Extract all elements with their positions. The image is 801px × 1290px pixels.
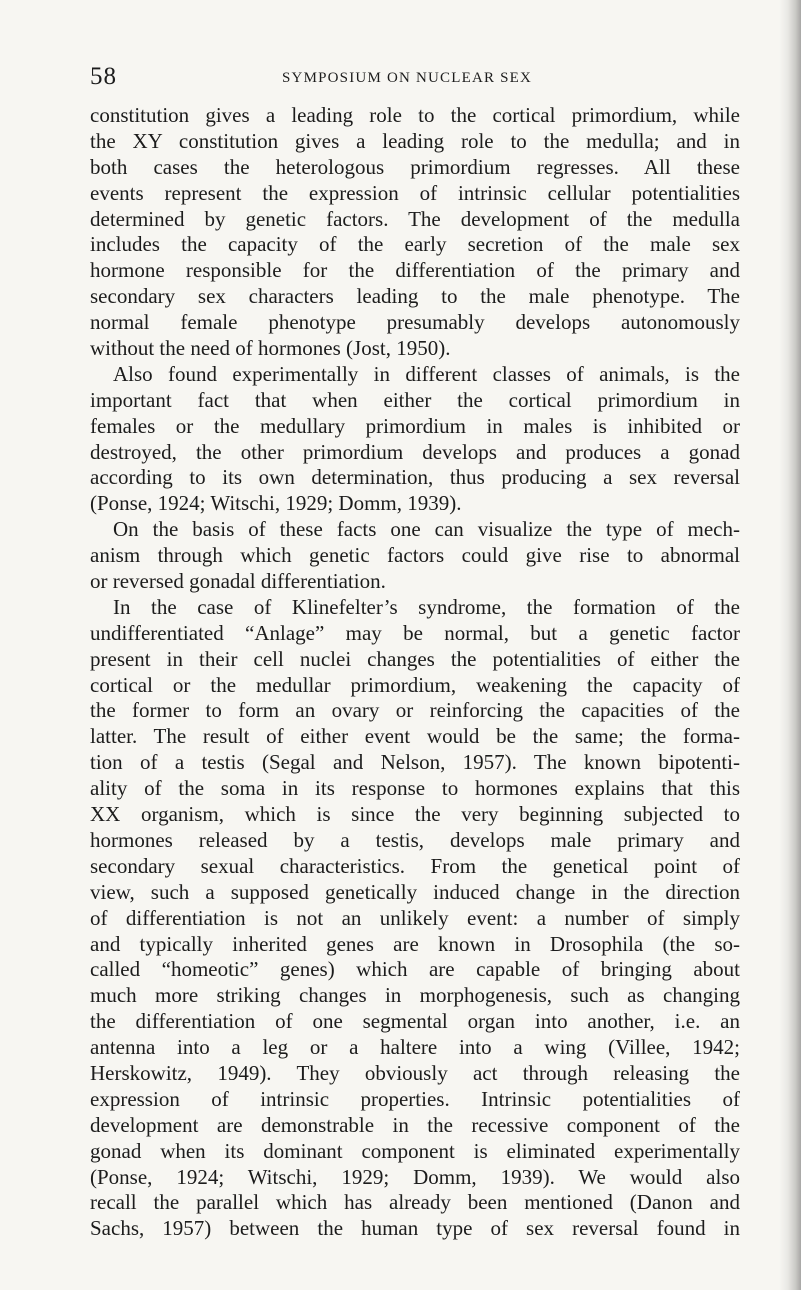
text-line: or reversed gonadal differentiation. [90, 569, 386, 594]
text-line: the former to form an ovary or reinforcing the capacities of the [90, 698, 740, 723]
text-line: (Ponse, 1924; Witschi, 1929; Domm, 1939). We would also [90, 1164, 740, 1189]
text-line: called “homeotic” genes) which are capable of bringing about [90, 957, 740, 982]
text-line: undifferentiated “Anlage” may be normal, but a genetic factor [90, 620, 740, 645]
text-line: antenna into a leg or a haltere into a wing (Villee, 1942; [90, 1035, 740, 1060]
text-line: according to its own determination, thus producing a sex reversal [90, 465, 740, 490]
text-line: development are demonstrable in the recessive component of the [90, 1112, 740, 1137]
text-line: Herskowitz, 1949). They obviously act through releasing the [90, 1060, 740, 1085]
paragraph [90, 517, 740, 595]
text-line: secondary sexual characteristics. From the genetical point of [90, 853, 740, 878]
text-line: females or the medullary primordium in males is inhibited or [90, 413, 740, 438]
page-number: 58 [90, 63, 117, 90]
text-line: Sachs, 1957) between the human type of sex reversal found in [90, 1216, 740, 1241]
text-line: ality of the soma in its response to hormones explains that this [90, 776, 740, 801]
text-line: destroyed, the other primordium develops and produces a gonad [90, 439, 740, 464]
text-line: On the basis of these facts one can visualize the type of mech- [113, 517, 740, 542]
page-header [90, 62, 740, 92]
paragraph [90, 103, 740, 362]
text-line: gonad when its dominant component is eliminated experimentally [90, 1138, 740, 1163]
text-line: secondary sex characters leading to the male phenotype. The [90, 284, 740, 309]
text-line: recall the parallel which has already been mentioned (Danon and [90, 1190, 740, 1215]
text-line: the differentiation of one segmental organ into another, i.e. an [90, 1009, 740, 1034]
text-line: determined by genetic factors. The development of the medulla [90, 206, 740, 231]
text-line: In the case of Klinefelter’s syndrome, the formation of the [113, 594, 740, 619]
text-line: both cases the heterologous primordium regresses. All these [90, 154, 740, 179]
text-line: and typically inherited genes are known in Drosophila (the so- [90, 931, 740, 956]
text-line: events represent the expression of intrinsic cellular potentialities [90, 180, 740, 205]
text-line: expression of intrinsic properties. Intrinsic potentialities of [90, 1086, 740, 1111]
text-line: cortical or the medullar primordium, weakening the capacity of [90, 672, 740, 697]
text-line: important fact that when either the cortical primordium in [90, 387, 740, 412]
text-line: hormones released by a testis, develops male primary and [90, 827, 740, 852]
text-line: without the need of hormones (Jost, 1950). [90, 336, 451, 361]
paragraph [90, 595, 740, 1242]
text-line: hormone responsible for the differentiation of the primary and [90, 258, 740, 283]
text-line: constitution gives a leading role to the cortical primordium, while [90, 103, 740, 127]
text-line: present in their cell nuclei changes the potentialities of either the [90, 646, 740, 671]
text-line: anism through which genetic factors could give rise to abnormal [90, 543, 740, 568]
text-line: includes the capacity of the early secretion of the male sex [90, 232, 740, 257]
text-line: Also found experimentally in different classes of animals, is the [113, 361, 740, 386]
page-edge-shadow [779, 0, 801, 1290]
text-line: of differentiation is not an unlikely event: a number of simply [90, 905, 740, 930]
text-line: normal female phenotype presumably develops autonomously [90, 310, 740, 335]
body-text [90, 103, 740, 1242]
text-line: (Ponse, 1924; Witschi, 1929; Domm, 1939). [90, 491, 462, 516]
text-line: much more striking changes in morphogenesis, such as changing [90, 983, 740, 1008]
text-line: XX organism, which is since the very beginning subjected to [90, 802, 740, 827]
paragraph [90, 362, 740, 517]
running-head: SYMPOSIUM ON NUCLEAR SEX [282, 70, 533, 86]
text-line: view, such a supposed genetically induced change in the direction [90, 879, 740, 904]
text-line: latter. The result of either event would be the same; the forma- [90, 724, 740, 749]
text-line: tion of a testis (Segal and Nelson, 1957). The known bipotenti- [90, 750, 740, 775]
text-line: the XY constitution gives a leading role to the medulla; and in [90, 128, 740, 153]
